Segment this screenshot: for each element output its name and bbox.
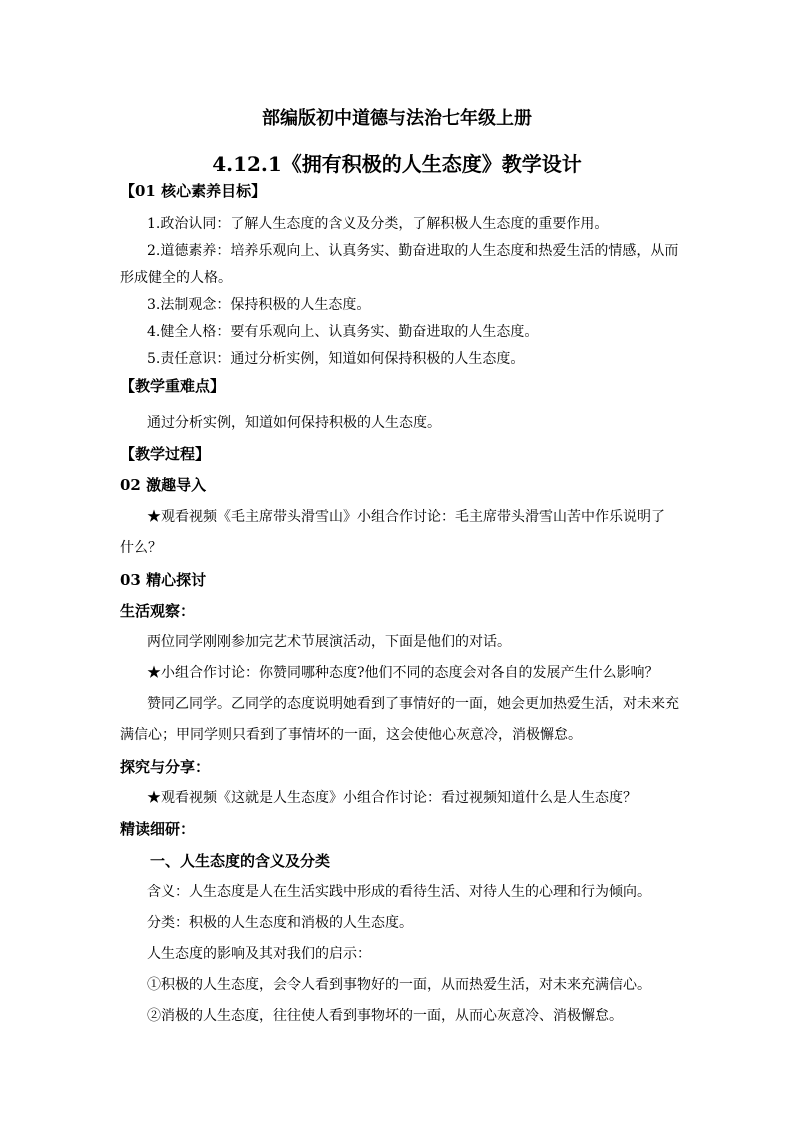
goal-moral-cont: 形成健全的人格。 (120, 270, 232, 286)
influence-positive: ①积极的人生态度，会令人看到事物好的一面，从而热爱生活，对未来充满信心。 (147, 977, 651, 993)
goal-law: 3.法制观念：保持积极的人生态度。 (147, 297, 371, 313)
heading-intro: 02 激趣导入 (120, 476, 207, 494)
observation-intro: 两位同学刚刚参加完艺术节展演活动，下面是他们的对话。 (147, 634, 511, 650)
influence-negative: ②消极的人生态度，往往使人看到事物坏的一面，从而心灰意冷、消极懈怠。 (147, 1008, 623, 1024)
heading-explore: 03 精心探讨 (120, 571, 207, 589)
heading-key-points: 【教学重难点】 (120, 377, 226, 395)
key-point-text: 通过分析实例，知道如何保持积极的人生态度。 (147, 415, 441, 431)
goal-moral: 2.道德素养：培养乐观向上、认真务实、勤奋进取的人生态度和热爱生活的情感，从而 (147, 243, 679, 259)
observation-discussion: ★小组合作讨论：你赞同哪种态度?他们不同的态度会对各自的发展产生什么影响？ (147, 665, 659, 681)
heading-process: 【教学过程】 (120, 445, 211, 463)
observation-answer: 赞同乙同学。乙同学的态度说明她看到了事情好的一面，她会更加热爱生活，对未来充 (147, 696, 679, 712)
influence-heading: 人生态度的影响及其对我们的启示： (147, 946, 371, 962)
goal-political: 1.政治认同：了解人生态度的含义及分类，了解积极人生态度的重要作用。 (147, 216, 609, 232)
intro-text: ★观看视频《毛主席带头滑雪山》小组合作讨论：毛主席带头滑雪山苦中作乐说明了 (147, 509, 665, 525)
definition-text: 含义：人生态度是人在生活实践中形成的看待生活、对待人生的心理和行为倾向。 (147, 884, 651, 900)
heading-attitude-definition: 一、人生态度的含义及分类 (150, 852, 331, 870)
goal-responsibility: 5.责任意识：通过分析实例，知道如何保持积极的人生态度。 (147, 351, 525, 367)
document-subtitle: 4.12.1《拥有积极的人生态度》教学设计 (212, 152, 582, 176)
intro-text-cont: 什么？ (120, 540, 162, 556)
heading-share: 探究与分享： (120, 758, 211, 776)
observation-answer-cont: 满信心；甲同学则只看到了事情坏的一面，这会使他心灰意冷，消极懈怠。 (120, 727, 582, 743)
heading-core-goals: 【01 核心素养目标】 (120, 182, 267, 200)
heading-life-observation: 生活观察： (120, 602, 196, 620)
goal-personality: 4.健全人格：要有乐观向上、认真务实、勤奋进取的人生态度。 (147, 324, 539, 340)
classification-text: 分类：积极的人生态度和消极的人生态度。 (147, 915, 413, 931)
document-title: 部编版初中道德与法治七年级上册 (262, 108, 532, 129)
heading-close-reading: 精读细研： (120, 820, 196, 838)
share-text: ★观看视频《这就是人生态度》小组合作讨论：看过视频知道什么是人生态度？ (147, 790, 637, 806)
